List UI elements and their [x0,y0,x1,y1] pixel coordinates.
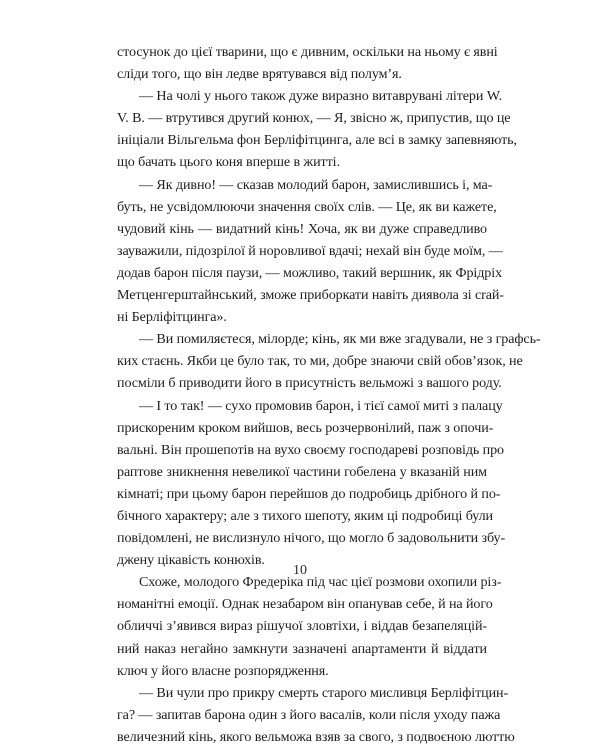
text-line: стосунок до цієї тварини, що є дивним, оскільки на ньому є явні [117,44,498,60]
text-line: — Ви помиляєтеся, мілорде; кінь, як ми вже згадували, не з графсь- [139,331,541,348]
text-line: що бачать цього коня вперше в житті. [117,154,340,171]
text-line: V. B. — втрутився другий конюх, — Я, звісно ж, припустив, що це [117,110,511,127]
text-line: ний наказ негайно замкнути зазначені апартаменти й віддати [117,640,487,657]
text-line: ких стаєнь. Якби це було так, то ми, добре знаючи свій обов’язок, не [117,353,523,370]
text-line: посміли б приводити його в присутність вельможі з вашого роду. [117,375,502,392]
text-line: зауважили, підозрілої й норовливої вдачі; нехай він буде моїм, — [117,242,503,259]
paragraph [117,41,498,85]
paragraph [117,328,541,394]
text-line: буть, не усвідомлюючи значення своїх слів. — Це, як ви кажете, [117,198,497,215]
text-line: раптове зникнення невеликої частини гобелена у вказаній ним [117,463,487,480]
text-line: — На чолі у нього також дуже виразно витавруванi літери W. [139,88,503,105]
text-line: номанітні емоції. Однак незабаром він опанував себе, й на його [117,596,493,613]
text-line: кімнаті; при цьому барон перейшов до подробиць дрібного й по- [117,485,501,502]
text-line: — Як дивно! — сказав молодий барон, замислившись і, ма- [139,176,493,193]
text-line: обличчі з’явився вираз рішучої зловтіхи, і віддав безапеляцій- [117,618,487,635]
text-line: ініціали Вільгельма фон Берліфітцинга, але всі в замку запевняють, [117,132,517,149]
body-text [117,41,541,748]
text-line: чудовий кінь — видатний кінь! Хоча, як ви дуже справедливо [117,220,487,237]
text-line: га? — запитав барона один з його васалів, коли після уходу пажа [117,706,501,723]
paragraph [117,174,504,329]
text-line: — І то так! — сухо промовив барон, і тієї самої миті з палацу [139,397,503,414]
paragraph [117,682,515,748]
paragraph [117,85,517,173]
text-line: величезний кінь, якого вельможа взяв за свого, з подвоєною люттю [117,728,515,745]
text-line: Схоже, молодого Фредеріка під час цієї розмови охопили різ- [139,574,502,591]
text-line: повідомлені, не вислизнуло нічого, що могло б задовольнити збу- [117,530,506,547]
text-line: — Ви чули про прикру смерть старого мисливця Берліфітцин- [139,684,509,701]
paragraph [117,395,506,572]
text-line: ключ у його власне розпорядження. [117,662,329,679]
paragraph [117,571,502,681]
text-line: прискореним кроком вийшов, весь розчервонілий, паж з опочи- [117,419,494,436]
text-line: ні Берліфітцинга». [117,309,227,326]
text-line: Метценгерштайнський, зможе приборкати навіть диявола зі craй- [117,287,504,304]
text-line: сліди того, що він ледве врятувався від полум’я. [117,66,402,83]
text-line: додав барон після паузи, — можливо, такий вершник, як Фрідріх [117,264,503,281]
text-line: вальні. Він прошепотів на вухо своєму господареві розповідь про [117,441,504,458]
page-number: 10 [293,563,307,578]
text-line: бічного характеру; але з тихого шепоту, яким ці подробиці були [117,507,494,524]
text-line: джену цікавість конюхів. [117,552,265,569]
